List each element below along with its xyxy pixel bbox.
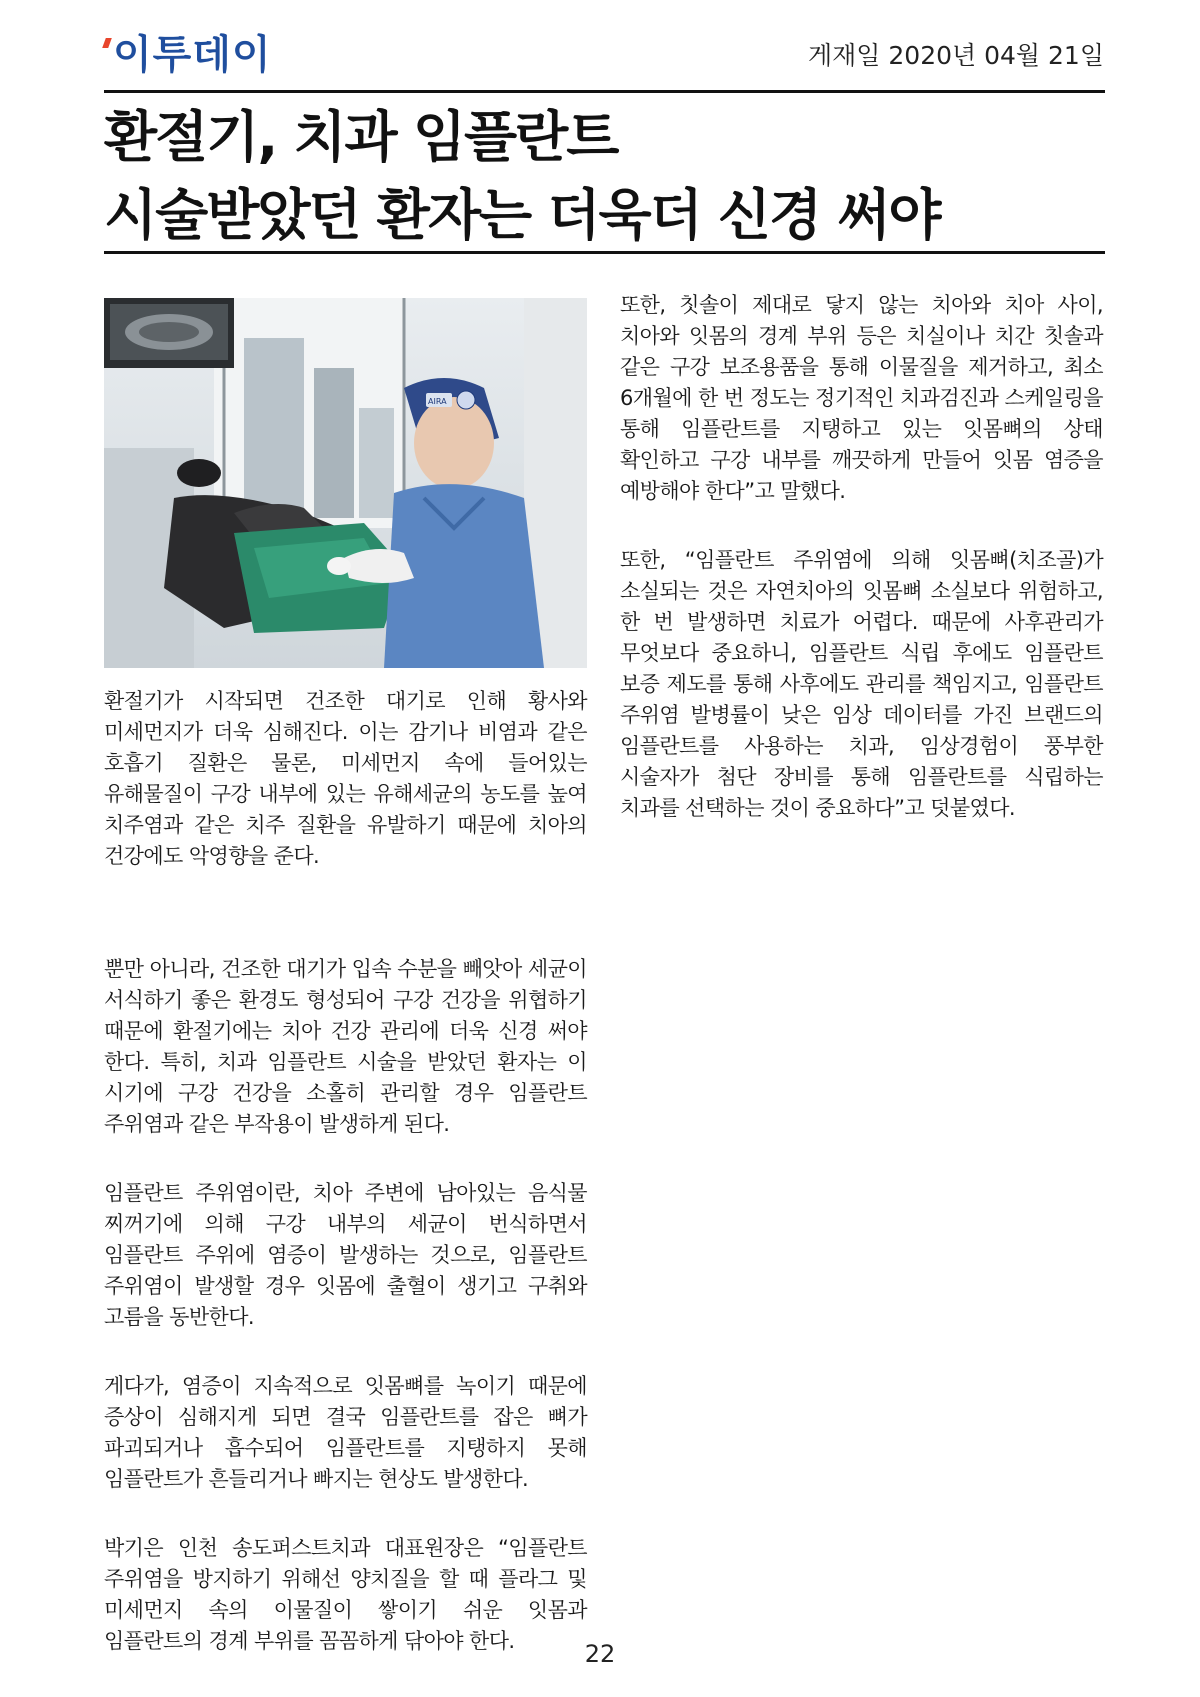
logo-text: 이투데이	[113, 32, 272, 78]
masthead-logo	[104, 30, 272, 80]
article-paragraph: 박기은 인천 송도퍼스트치과 대표원장은 “임플란트 주위염을 방지하기 위해선 양치질을 할 때 플라그 및 미세먼지 속의 이물질이 쌓이기 쉬운 잇몸과 임플란트의 경계 부위를 꼼꼼하게 닦아야 한다.	[104, 1536, 587, 1653]
headline	[104, 98, 1105, 254]
article-paragraph: 게다가, 염증이 지속적으로 잇몸뼈를 녹이기 때문에 증상이 심해지게 되면 결국 임플란트를 잡은 뼈가 파괴되거나 흡수되어 임플란트를 지탱하지 못해 임플란트가 흔들리거나 빠지는 현상도 발생한다.	[104, 1374, 587, 1491]
headline-rule-bottom	[104, 251, 1105, 254]
article-paragraph: 환절기가 시작되면 건조한 대기로 인해 황사와 미세먼지가 더욱 심해진다. 이는 감기나 비염과 같은 호흡기 질환은 물론, 미세먼지 속에 들어있는 유해물질이 구강 내부에 있는 유해세균의 농도를 높여 치주염과 같은 치주 질환을 유발하기 때문에 치아의 건강에도 악영향을 준다.	[104, 689, 587, 868]
article-paragraph: 또한, “임플란트 주위염에 의해 잇몸뼈(치조골)가 소실되는 것은 자연치아의 잇몸뼈 소실보다 위험하고, 한 번 발생하면 치료가 어렵다. 때문에 사후관리가 무엇보다 중요하니, 임플란트 식립 후에도 임플란트 보증 제도를 통해 사후에도 관리를 책임지고, 임플란트 주위염 발병률이 낮은 임상 데이터를 가진 브랜드의 임플란트를 사용하는 치과, 임상경험이 풍부한 시술자가 첨단 장비를 통해 임플란트를 식립하는 치과를 선택하는 것이 중요하다”고 덧붙였다.	[620, 548, 1103, 820]
publish-date: 게재일 2020년 04월 21일	[808, 41, 1104, 70]
page-number: 22	[584, 1640, 616, 1668]
article-photo	[104, 298, 587, 668]
article-paragraph: 뿐만 아니라, 건조한 대기가 입속 수분을 빼앗아 세균이 서식하기 좋은 환경도 형성되어 구강 건강을 위협하기 때문에 환절기에는 치아 건강 관리에 더욱 신경 써야 한다. 특히, 치과 임플란트 시술을 받았던 환자는 이 시기에 구강 건강을 소홀히 관리할 경우 임플란트 주위염과 같은 부작용이 발생하게 된다.	[104, 957, 587, 1136]
article-column-right	[620, 290, 1103, 862]
headline-line-2: 시술받았던 환자는 더욱더 신경 써야	[104, 183, 940, 247]
article-paragraph: 또한, 칫솔이 제대로 닿지 않는 치아와 치아 사이, 치아와 잇몸의 경계 부위 등은 치실이나 치간 칫솔과 같은 구강 보조용품을 통해 이물질을 제거하고, 최소 6개월에 한 번 정도는 정기적인 치과검진과 스케일링을 통해 임플란트를 지탱하고 있는 잇몸뼈의 상태 확인하고 구강 내부를 깨끗하게 만들어 잇몸 염증을 예방해야 한다”고 말했다.	[620, 293, 1103, 503]
cap-badge-text: AIRA	[428, 397, 447, 406]
logo-accent-mark	[102, 38, 112, 48]
article-paragraph: 임플란트 주위염이란, 치아 주변에 남아있는 음식물 찌꺼기에 의해 구강 내부의 세균이 번식하면서 임플란트 주위에 염증이 발생하는 것으로, 임플란트 주위염이 발생할 경우 잇몸에 출혈이 생기고 구취와 고름을 동반한다.	[104, 1181, 587, 1329]
article-column-left	[104, 686, 587, 1695]
dental-clinic-photo-illustration	[104, 298, 587, 668]
headline-rule-top	[104, 90, 1105, 93]
headline-line-1: 환절기, 치과 임플란트	[104, 105, 618, 169]
